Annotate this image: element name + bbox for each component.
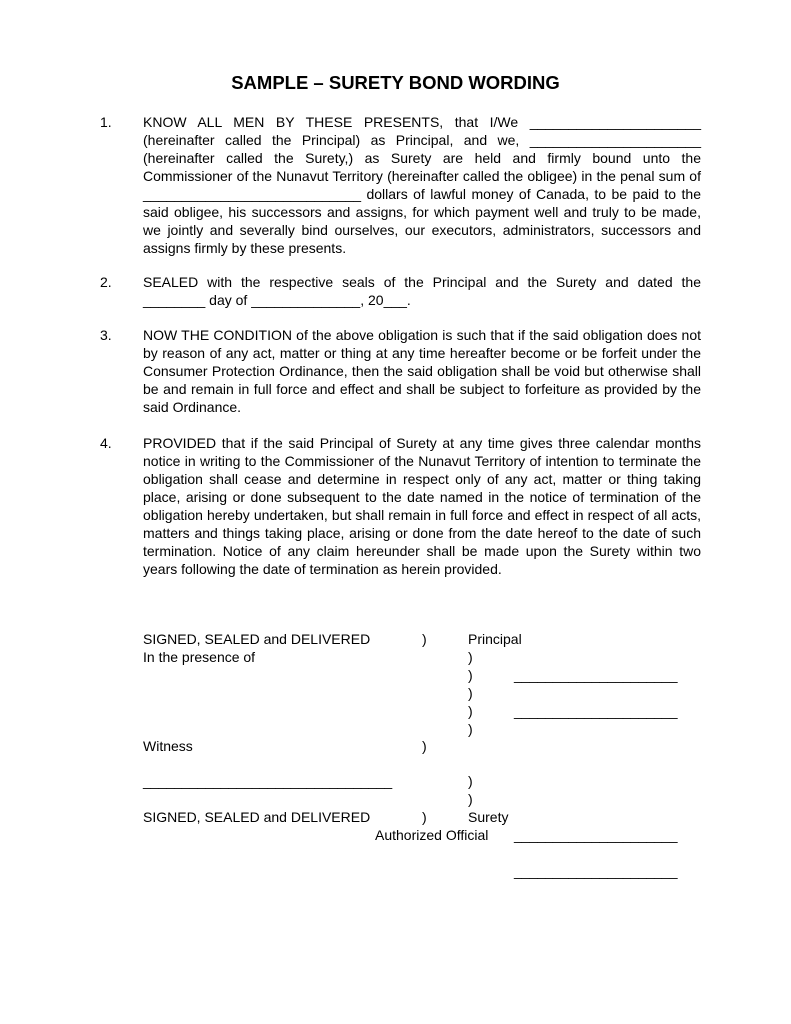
bracket: ) — [468, 649, 473, 665]
bracket: ) — [468, 773, 473, 789]
bracket: ) — [468, 685, 473, 701]
clause-2-number: 2. — [100, 274, 112, 290]
surety-label: Surety — [468, 809, 509, 825]
clause-4-number: 4. — [100, 435, 112, 451]
bracket: ) — [468, 703, 473, 719]
clause-3-number: 3. — [100, 327, 112, 343]
document-title: SAMPLE – SURETY BOND WORDING — [231, 72, 560, 93]
signed-sealed-delivered-principal: SIGNED, SEALED and DELIVERED — [143, 631, 371, 647]
principal-signature-line-2: _____________________ — [514, 703, 678, 719]
clause-1-number: 1. — [100, 114, 112, 130]
bracket: ) — [468, 791, 473, 807]
witness-signature-line: ________________________________ — [143, 773, 393, 789]
clause-4-text: PROVIDED that if the said Principal of Surety at any time gives three calendar months notice in writing to the Commissioner of the Nunavut Territory of intention to terminate the obligation shall cease and determine in respect only of any act, matter or thing taking place, arising or done subsequent to the date named in the notice of termination of the obligation hereby undertaken, but shall remain in full force and effect in respect of all acts, matters and things taking place, arising or done from the date hereof to the date of such termination. Notice of any claim hereunder shall be made upon the Surety within two years following the date of termination as herein provided. — [143, 435, 701, 577]
surety-signature-line-1: _____________________ — [514, 827, 678, 843]
clause-2-text: SEALED with the respective seals of the Principal and the Surety and dated the ________ day of ______________, 20___. — [143, 274, 701, 308]
clause-3-text: NOW THE CONDITION of the above obligation is such that if the said obligation does not by reason of any act, matter or thing at any time hereafter become or be forfeit under the Consumer Protection Ordinance, then the said obligation shall be void but otherwise shall be and remain in full force and effect and shall be subject to forfeiture as provided by the said Ordinance. — [143, 327, 701, 415]
bracket: ) — [422, 738, 427, 754]
witness-label: Witness — [143, 738, 193, 754]
bracket: ) — [422, 809, 427, 825]
bracket: ) — [468, 721, 473, 737]
bracket: ) — [468, 667, 473, 683]
signed-sealed-delivered-surety: SIGNED, SEALED and DELIVERED — [143, 809, 371, 825]
principal-signature-line-1: _____________________ — [514, 667, 678, 683]
clause-1-text: KNOW ALL MEN BY THESE PRESENTS, that I/We ______________________ (hereinafter called the Principal) as Principal, and we, ______________________ (hereinafter called the Surety,) as Surety are held and firmly bound unto the Commissioner of the Nunavut Territory (hereinafter called the obligee) in the penal sum of ____________________________ dollars of lawful money of Canada, to be paid to the said obligee, his successors and assigns, for which payment well and truly to be made, we jointly and severally bind ourselves, our executors, administrators, successors and assigns firmly by these presents. — [143, 114, 701, 256]
authorized-official-label: Authorized Official — [375, 827, 489, 843]
surety-signature-line-2: _____________________ — [514, 863, 678, 879]
bracket: ) — [422, 631, 427, 647]
in-presence-of-label: In the presence of — [143, 649, 256, 665]
principal-label: Principal — [468, 631, 522, 647]
